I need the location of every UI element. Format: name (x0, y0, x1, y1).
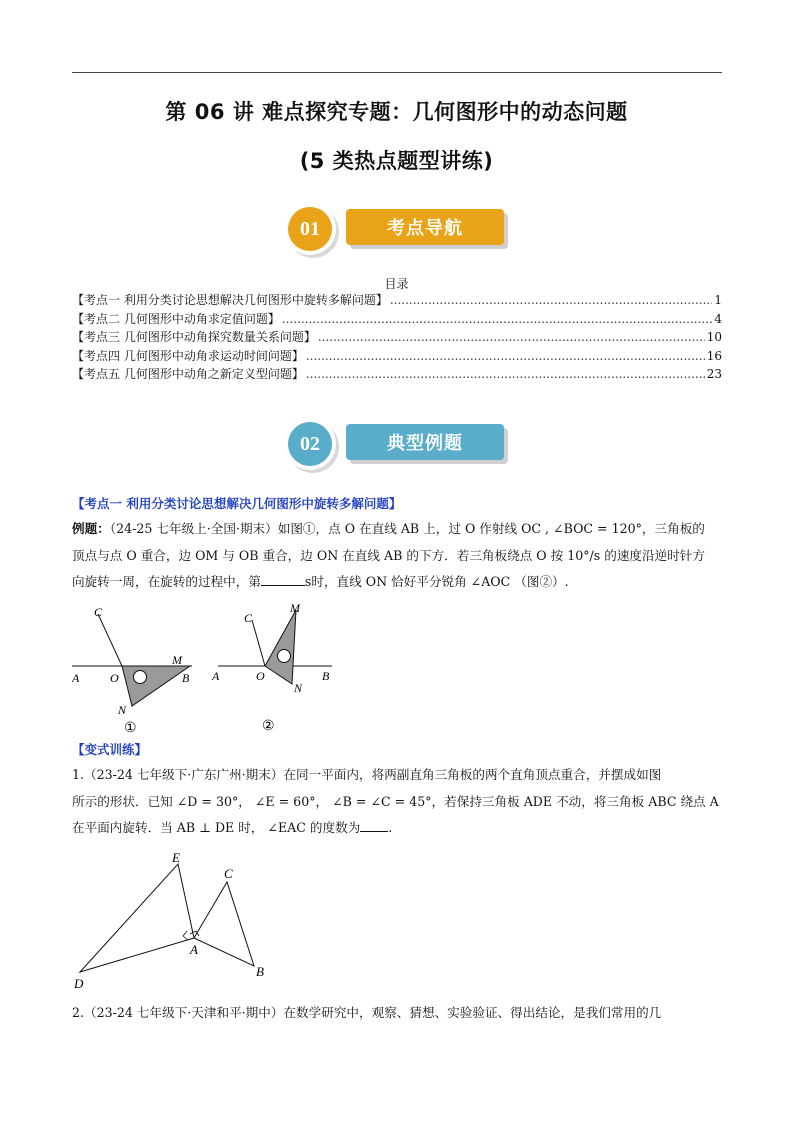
svg-text:M: M (290, 601, 300, 615)
svg-text:D: D (74, 976, 84, 990)
section-title: 【考点一 利用分类讨论思想解决几何图形中旋转多解问题】 (72, 496, 402, 511)
header-rule (72, 72, 722, 73)
answer-blank[interactable] (360, 817, 388, 832)
table-of-contents (72, 291, 722, 384)
svg-text:O: O (256, 669, 265, 683)
toc-item[interactable]: 【考点五 几何图形中动角之新定义型问题】 ..... 23 (72, 365, 722, 384)
svg-text:B: B (256, 964, 264, 979)
figure-1 (72, 602, 202, 737)
svg-text:①: ① (124, 721, 137, 736)
svg-text:N: N (294, 681, 303, 695)
badge-dianxing-liti (288, 422, 513, 470)
svg-text:B: B (322, 669, 330, 683)
page-subtitle: (5 类热点题型讲练) (299, 149, 494, 173)
svg-text:C: C (224, 866, 233, 881)
answer-blank[interactable] (261, 571, 305, 586)
svg-text:C: C (94, 605, 103, 619)
svg-text:C: C (244, 611, 253, 625)
svg-text:N: N (118, 703, 127, 717)
badge-number: 02 (288, 422, 332, 466)
badge-kaodian-daohang (288, 207, 513, 255)
figure-2 (210, 600, 340, 737)
svg-text:A: A (72, 671, 80, 685)
badge-label: 典型例题 (346, 424, 504, 460)
toc-item[interactable]: 【考点二 几何图形中动角求定值问题】 ..... 4 (72, 310, 722, 329)
badge-label: 考点导航 (346, 209, 504, 245)
svg-text:M: M (172, 653, 182, 667)
question-2: 2.（23-24 七年级下·天津和平·期中）在数学研究中，观察、猜想、实验验证、得出结论，是我们常用的几 (72, 1005, 662, 1020)
question-1: 1.（23-24 七年级下·广东广州·期末）在同一平面内，将两副直角三角板的两个直角顶点重合，并摆成如图 所示的形状．已知 ∠D = 30°， ∠E = 60°， ∠B = ∠C = 45°，若保持三角板 ADE 不动，将三角板 ABC 绕点 A 在平面内旋转．当 AB ⊥ DE 时， ∠EAC 的度数为 . (72, 767, 719, 835)
practice-title: 【变式训练】 (72, 742, 148, 757)
example-paragraph: 例题：（24-25 七年级上·全国·期末）如图①，点 O 在直线 AB 上，过 O 作射线 OC , ∠BOC = 120°，三角板的 顶点与点 O 重合，边 OM 与 OB 重合，边 ON 在直线 AB 的下方．若三角板绕点 O 按 10°/s 的速度沿逆时针方 向旋转一周，在旋转的过程中，第 s时，直线 ON 恰好平分锐角 ∠AOC （图②）. (72, 521, 705, 589)
svg-text:B: B (182, 671, 190, 685)
toc-item[interactable]: 【考点四 几何图形中动角求运动时间问题】 ..... 16 (72, 347, 722, 366)
svg-text:E: E (172, 850, 180, 865)
badge-number: 01 (288, 207, 332, 251)
svg-text:A: A (190, 942, 198, 957)
toc-heading: 目录 (384, 277, 409, 291)
toc-item[interactable]: 【考点一 利用分类讨论思想解决几何图形中旋转多解问题】 ..... 1 (72, 291, 722, 310)
svg-text:②: ② (262, 719, 275, 734)
page-title: 第 06 讲 难点探究专题：几何图形中的动态问题 (165, 100, 628, 124)
figure-q1 (72, 848, 272, 990)
svg-text:O: O (110, 671, 119, 685)
svg-text:A: A (212, 669, 220, 683)
toc-item[interactable]: 【考点三 几何图形中动角探究数量关系问题】 ..... 10 (72, 328, 722, 347)
